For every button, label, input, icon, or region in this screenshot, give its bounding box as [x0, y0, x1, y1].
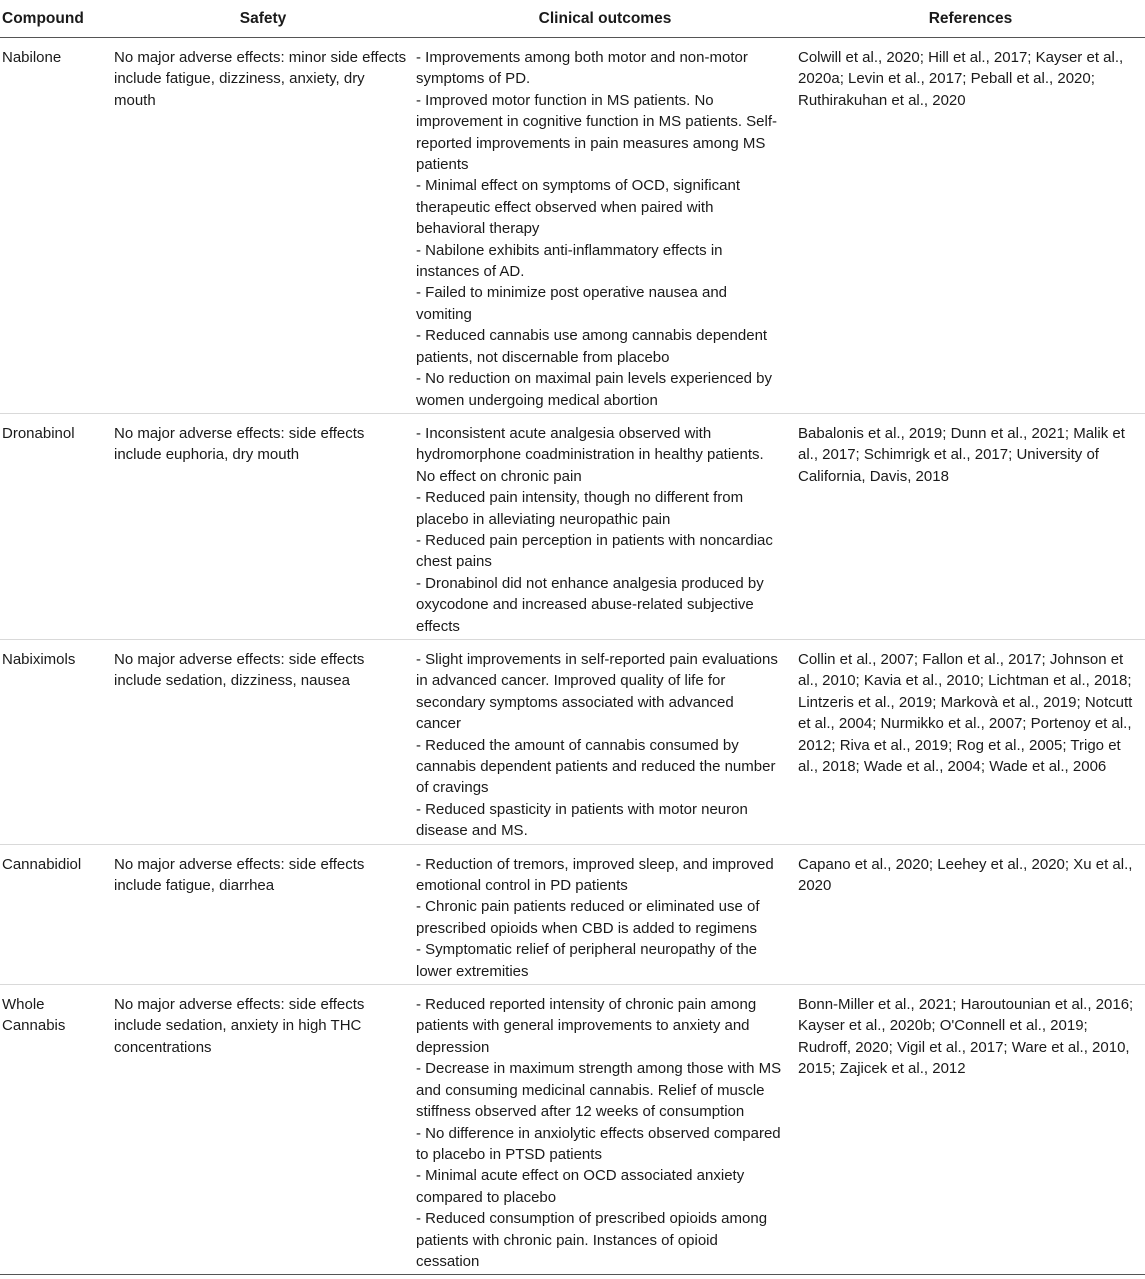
- compound-cell: Whole Cannabis: [0, 985, 112, 1275]
- outcome-item: - Symptomatic relief of peripheral neuropathy of the lower extremities: [416, 941, 758, 980]
- references-cell: Bonn-Miller et al., 2021; Haroutounian et al., 2016; Kayser et al., 2020b; O'Connell et al., 2019; Rudroff, 2020; Vigil et al., 2017; Ware et al., 2010, 2015; Zajicek et al., 2012: [796, 985, 1145, 1275]
- outcome-item: - Failed to minimize post operative nausea and vomiting: [416, 284, 728, 323]
- outcome-item: - Inconsistent acute analgesia observed with hydromorphone coadministration in healthy patients. No effect on chronic pain: [416, 424, 764, 485]
- table-row: [0, 413, 1145, 639]
- outcome-item: - Decrease in maximum strength among those with MS and consuming medicinal cannabis. Relief of muscle stiffness observed after 12 weeks of consumption: [416, 1060, 782, 1121]
- outcome-item: - Nabilone exhibits anti-inflammatory effects in instances of AD.: [416, 241, 723, 281]
- outcome-item: - Improved motor function in MS patients. No improvement in cognitive function in MS patients. Self-reported improvements in pain measures among MS patients: [416, 91, 778, 174]
- outcome-item: - Minimal acute effect on OCD associated anxiety compared to placebo: [416, 1167, 745, 1206]
- outcome-item: - Reduced consumption of prescribed opioids among patients with chronic pain. Instances of opioid cessation: [416, 1210, 768, 1270]
- safety-cell: No major adverse effects: side effects include fatigue, diarrhea: [112, 844, 414, 984]
- outcome-item: - Reduced pain perception in patients with noncardiac chest pains: [416, 531, 773, 571]
- outcome-item: - Reduced cannabis use among cannabis dependent patients, not discernable from placebo: [416, 327, 768, 366]
- safety-cell: No major adverse effects: side effects include sedation, dizziness, nausea: [112, 639, 414, 844]
- outcomes-cell: [414, 844, 796, 984]
- compound-cell: Dronabinol: [0, 413, 112, 639]
- references-cell: Babalonis et al., 2019; Dunn et al., 2021; Malik et al., 2017; Schimrigk et al., 2017; University of California, Davis, 2018: [796, 413, 1145, 639]
- table-row: [0, 985, 1145, 1275]
- outcome-item: - Reduced the amount of cannabis consumed by cannabis dependent patients and reduced the number of cravings: [416, 736, 776, 797]
- outcome-item: - Reduced spasticity in patients with motor neuron disease and MS.: [416, 800, 748, 840]
- outcome-item: - Minimal effect on symptoms of OCD, significant therapeutic effect observed when paired with behavioral therapy: [416, 177, 740, 238]
- outcome-item: - Improvements among both motor and non-motor symptoms of PD.: [416, 49, 748, 88]
- header-row: [0, 0, 1145, 38]
- header-clinical-outcomes: Clinical outcomes: [414, 0, 796, 38]
- compound-cell: Cannabidiol: [0, 844, 112, 984]
- outcome-item: - Reduction of tremors, improved sleep, and improved emotional control in PD patients: [416, 855, 774, 895]
- outcomes-cell: [414, 413, 796, 639]
- outcomes-cell: [414, 38, 796, 414]
- outcome-item: - Slight improvements in self-reported pain evaluations in advanced cancer. Improved quality of life for secondary symptoms associated with advanced cancer: [416, 650, 778, 733]
- table-row: [0, 639, 1145, 844]
- outcomes-cell: [414, 639, 796, 844]
- outcome-item: - Chronic pain patients reduced or eliminated use of prescribed opioids when CBD is added to regimens: [416, 898, 760, 937]
- references-cell: Colwill et al., 2020; Hill et al., 2017; Kayser et al., 2020a; Levin et al., 2017; Peball et al., 2020; Ruthirakuhan et al., 2020: [796, 38, 1145, 414]
- table-row: [0, 38, 1145, 414]
- safety-cell: No major adverse effects: side effects include euphoria, dry mouth: [112, 413, 414, 639]
- outcome-item: - Reduced pain intensity, though no different from placebo in alleviating neuropathic pain: [416, 489, 744, 528]
- table-row: [0, 844, 1145, 984]
- references-cell: Capano et al., 2020; Leehey et al., 2020; Xu et al., 2020: [796, 844, 1145, 984]
- outcome-item: - No difference in anxiolytic effects observed compared to placebo in PTSD patients: [416, 1124, 781, 1163]
- safety-cell: No major adverse effects: side effects include sedation, anxiety in high THC concentrations: [112, 985, 414, 1275]
- header-safety: Safety: [112, 0, 414, 38]
- safety-cell: No major adverse effects: minor side effects include fatigue, dizziness, anxiety, dry mouth: [112, 38, 414, 414]
- header-references: References: [796, 0, 1145, 38]
- outcomes-cell: [414, 985, 796, 1275]
- header-compound: Compound: [0, 0, 112, 38]
- outcome-item: - Reduced reported intensity of chronic pain among patients with general improvements to anxiety and depression: [416, 996, 757, 1056]
- outcome-item: - No reduction on maximal pain levels experienced by women undergoing medical abortion: [416, 370, 773, 409]
- references-cell: Collin et al., 2007; Fallon et al., 2017; Johnson et al., 2010; Kavia et al., 2010; Lichtman et al., 2018; Lintzeris et al., 2019; Markovà et al., 2019; Notcutt et al., 2004; Nurmikko et al., 2007; Portenoy et al., 2012; Riva et al., 2019; Rog et al., 2005; Trigo et al., 2018; Wade et al., 2004; Wade et al., 2006: [796, 639, 1145, 844]
- outcome-item: - Dronabinol did not enhance analgesia produced by oxycodone and increased abuse-related subjective effects: [416, 574, 764, 635]
- compound-cell: Nabiximols: [0, 639, 112, 844]
- compound-cell: Nabilone: [0, 38, 112, 414]
